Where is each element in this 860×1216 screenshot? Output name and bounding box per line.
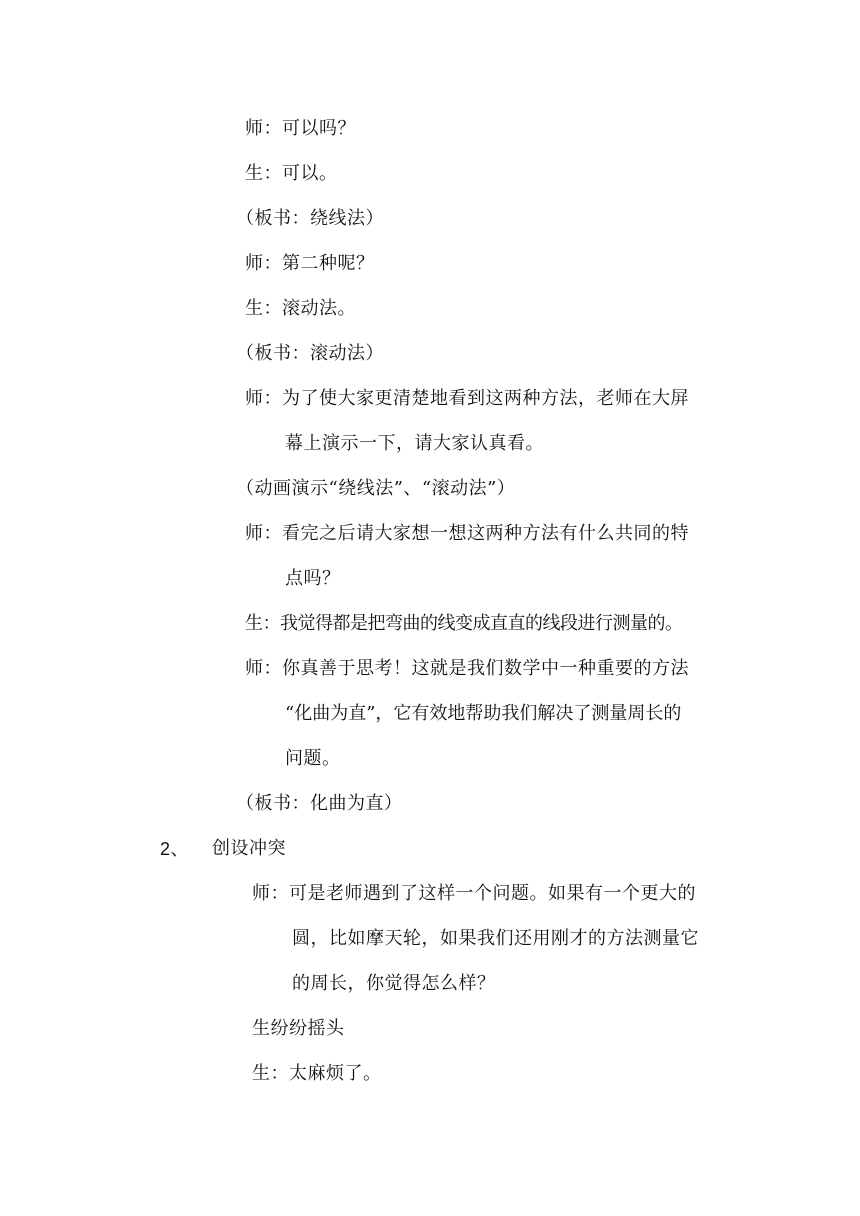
board-note: （板书：滚动法） [236,343,384,364]
animation-note: （动画演示“绕线法”、“滚动法”） [236,478,516,499]
dialogue-line: 生：可以。 [245,163,338,184]
dialogue-line: 生：我觉得都是把弯曲的线变成直直的线段进行测量的。 [245,613,683,634]
narration-line: 生纷纷摇头 [252,1018,345,1039]
dialogue-continuation: 点吗？ [285,568,341,589]
dialogue-line: 师：看完之后请大家想一想这两种方法有什么共同的特 [245,523,689,544]
dialogue-continuation: 问题。 [285,748,341,769]
section-heading [160,837,360,861]
section-number: 2、 [160,839,190,859]
board-note: （板书：化曲为直） [236,793,403,814]
dialogue-line: 师：为了使大家更清楚地看到这两种方法，老师在大屏 [245,388,689,409]
section-title: 创设冲突 [212,838,286,859]
dialogue-line: 师：可以吗？ [245,118,356,139]
board-note: （板书：绕线法） [236,208,384,229]
dialogue-line: 生：滚动法。 [245,298,356,319]
dialogue-continuation: 幕上演示一下，请大家认真看。 [285,433,544,454]
dialogue-continuation: “化曲为直”，它有效地帮助我们解决了测量周长的 [285,703,682,724]
dialogue-line: 师：你真善于思考！这就是我们数学中一种重要的方法 [245,658,689,679]
dialogue-continuation: 的周长，你觉得怎么样？ [292,973,496,994]
dialogue-line: 师：可是老师遇到了这样一个问题。如果有一个更大的 [252,883,696,904]
dialogue-line: 生：太麻烦了。 [252,1063,382,1084]
dialogue-line: 师：第二种呢？ [245,253,375,274]
dialogue-continuation: 圆，比如摩天轮，如果我们还用刚才的方法测量它 [292,928,699,949]
